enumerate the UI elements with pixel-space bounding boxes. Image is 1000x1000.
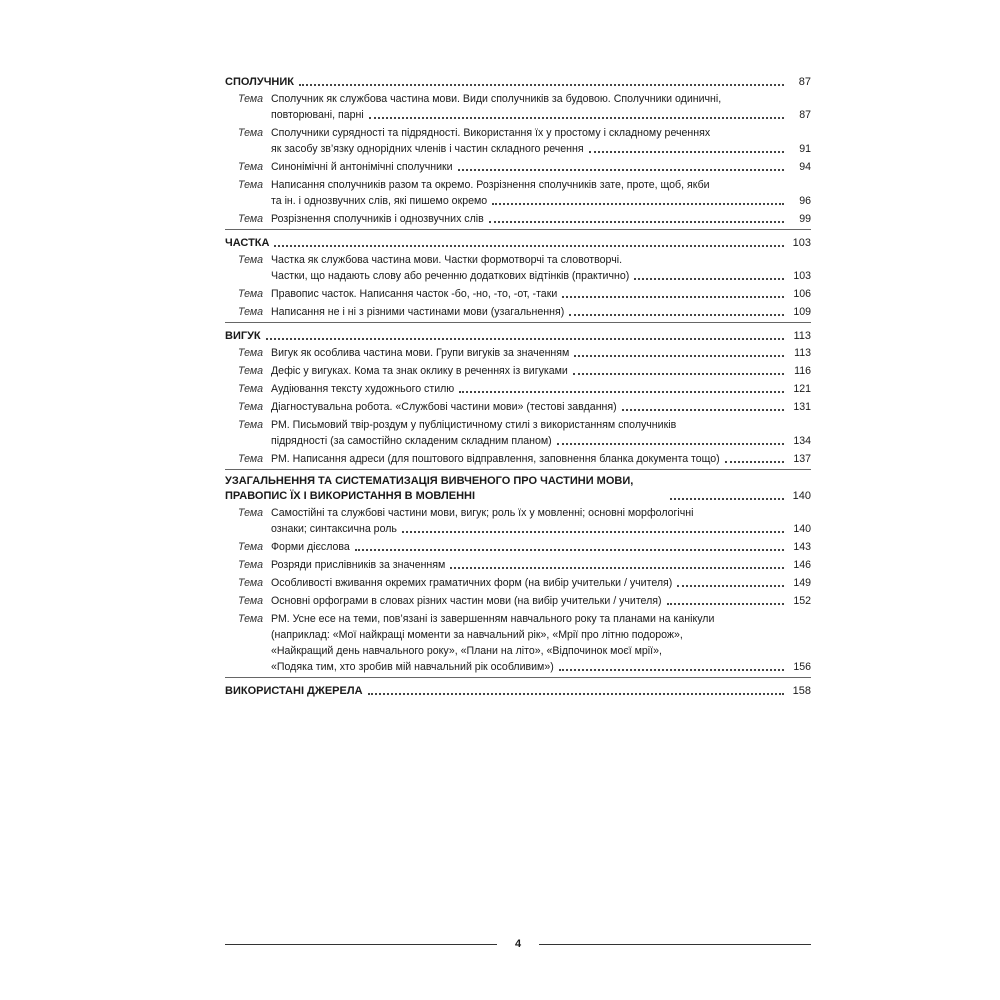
dot-leader — [355, 549, 784, 551]
toc-entry[interactable] — [225, 363, 811, 379]
entry-line — [271, 399, 811, 415]
entry-text: підрядності (за самостійно складеним складним планом) — [271, 435, 552, 447]
dot-leader — [489, 221, 784, 223]
entry-line — [271, 505, 811, 521]
toc-entry[interactable] — [225, 286, 811, 302]
entry-body — [271, 505, 811, 537]
section-title: УЗАГАЛЬНЕННЯ ТА СИСТЕМАТИЗАЦІЯ ВИВЧЕНОГО ПРО ЧАСТИНИ МОВИ, ПРАВОПИС ЇХ І ВИКОРИСТАННЯ В МОВЛЕННІ — [225, 475, 634, 502]
dot-leader — [573, 373, 784, 375]
entry-text: та ін. і однозвучних слів, які пишемо окремо — [271, 195, 488, 207]
entry-label: Тема — [237, 559, 263, 571]
page-footer — [225, 938, 811, 950]
entry-text: Частки, що надають слову або реченню додаткових відтінків (практично) — [271, 270, 630, 282]
section-page: 87 — [798, 76, 811, 88]
entry-line — [271, 659, 811, 675]
entry-text: Сполучник як службова частина мови. Види сполучників за будовою. Сполучники одиничні, — [271, 93, 722, 105]
entry-page: 87 — [799, 109, 811, 121]
entry-line — [271, 91, 811, 107]
dot-leader — [562, 296, 784, 298]
entry-text: «Найкращий день навчального року», «Плани на літо», «Відпочинок моєї мрії», — [271, 645, 662, 657]
entry-label: Тема — [237, 419, 263, 431]
entry-line — [271, 345, 811, 361]
entry-body — [271, 304, 811, 320]
entry-text: як засобу зв’язку однорідних членів і частин складного речення — [271, 143, 584, 155]
toc-entry[interactable] — [225, 611, 811, 675]
dot-leader — [557, 443, 784, 445]
dot-leader — [622, 409, 784, 411]
section-title: ВИКОРИСТАНІ ДЖЕРЕЛА — [225, 685, 363, 697]
section-heading[interactable] — [225, 69, 811, 90]
section-heading[interactable] — [225, 229, 811, 251]
dot-leader — [458, 169, 784, 171]
dot-leader — [459, 391, 784, 393]
entry-line — [271, 286, 811, 302]
entry-line — [271, 211, 811, 227]
entry-body — [271, 345, 811, 361]
dot-leader — [402, 531, 784, 533]
section-title: ЧАСТКА — [225, 237, 270, 249]
entry-label: Тема — [237, 453, 263, 465]
table-of-contents — [225, 69, 811, 699]
entry-line — [271, 363, 811, 379]
dot-leader — [569, 314, 784, 316]
entry-page: 137 — [793, 453, 811, 465]
entry-text: РМ. Письмовий твір-роздум у публіцистичному стилі з використанням сполучників — [271, 419, 677, 431]
entry-line — [271, 252, 811, 268]
toc-entry[interactable] — [225, 451, 811, 467]
entry-text: (наприклад: «Мої найкращі моменти за навчальний рік», «Мрії про літню подорож», — [271, 629, 683, 641]
entry-label: Тема — [237, 401, 263, 413]
entry-page: 91 — [799, 143, 811, 155]
entry-line — [271, 268, 811, 284]
entry-text: «Подяка тим, хто зробив мій навчальний рік особливим») — [271, 661, 554, 673]
entry-page: 113 — [794, 347, 811, 359]
entry-text: Самостійні та службові частини мови, вигук; роль їх у мовленні; основні морфологічні — [271, 507, 694, 519]
entry-text: Написання сполучників разом та окремо. Розрізнення сполучників зате, проте, щоб, якби — [271, 179, 710, 191]
entry-text: Діагностувальна робота. «Службові частини мови» (тестові завдання) — [271, 401, 617, 413]
toc-entry[interactable] — [225, 593, 811, 609]
entry-label: Тема — [237, 161, 263, 173]
entry-body — [271, 539, 811, 555]
entry-line — [271, 593, 811, 609]
entry-line — [271, 107, 811, 123]
entry-line — [271, 627, 811, 643]
dot-leader — [725, 461, 784, 463]
footer-rule-right — [539, 944, 811, 945]
entry-line — [271, 643, 811, 659]
entry-text: РМ. Написання адреси (для поштового відправлення, заповнення бланка документа тощо) — [271, 453, 720, 465]
entry-line — [271, 159, 811, 175]
section-title: ВИГУК — [225, 330, 261, 342]
dot-leader — [589, 151, 784, 153]
entry-text: Форми дієслова — [271, 541, 350, 553]
entry-body — [271, 91, 811, 123]
dot-leader — [492, 203, 784, 205]
entry-page: 152 — [793, 595, 811, 607]
entry-page: 134 — [793, 435, 811, 447]
section-title: СПОЛУЧНИК — [225, 76, 294, 88]
toc-entry[interactable] — [225, 211, 811, 227]
entry-page: 103 — [793, 270, 811, 282]
entry-body — [271, 611, 811, 675]
entry-text: Дефіс у вигуках. Кома та знак оклику в реченнях із вигуками — [271, 365, 568, 377]
entry-line — [271, 193, 811, 209]
page-number: 4 — [514, 938, 522, 950]
entry-label: Тема — [237, 179, 263, 191]
entry-label: Тема — [237, 365, 263, 377]
entry-text: ознаки; синтаксична роль — [271, 523, 397, 535]
entry-label: Тема — [237, 613, 263, 625]
entry-body — [271, 575, 811, 591]
entry-body — [271, 399, 811, 415]
entry-label: Тема — [237, 288, 263, 300]
entry-line — [271, 125, 811, 141]
entry-line — [271, 304, 811, 320]
entry-label: Тема — [237, 254, 263, 266]
toc-entry[interactable] — [225, 575, 811, 591]
entry-text: Розряди прислівників за значенням — [271, 559, 446, 571]
entry-line — [271, 417, 811, 433]
entry-label: Тема — [237, 213, 263, 225]
entry-line — [271, 611, 811, 627]
entry-line — [271, 141, 811, 157]
dot-leader — [670, 498, 784, 500]
section-page: 103 — [792, 237, 811, 249]
entry-text: Вигук як особлива частина мови. Групи вигуків за значенням — [271, 347, 570, 359]
entry-line — [271, 557, 811, 573]
entry-text: Написання не і ні з різними частинами мови (узагальнення) — [271, 306, 565, 318]
entry-text: Основні орфограми в словах різних частин мови (на вибір учительки / учителя) — [271, 595, 662, 607]
entry-page: 116 — [794, 365, 811, 377]
entry-page: 143 — [793, 541, 811, 553]
entry-label: Тема — [237, 347, 263, 359]
entry-body — [271, 451, 811, 467]
entry-text: Розрізнення сполучників і однозвучних слів — [271, 213, 484, 225]
entry-label: Тема — [237, 577, 263, 589]
entry-line — [271, 521, 811, 537]
entry-body — [271, 177, 811, 209]
entry-label: Тема — [237, 383, 263, 395]
toc-entry[interactable] — [225, 252, 811, 284]
dot-leader — [274, 245, 784, 247]
dot-leader — [369, 117, 784, 119]
entry-label: Тема — [237, 595, 263, 607]
entry-label: Тема — [237, 306, 263, 318]
section-page: 140 — [792, 490, 811, 502]
entry-page: 106 — [793, 288, 811, 300]
toc-entry[interactable] — [225, 345, 811, 361]
entry-label: Тема — [237, 541, 263, 553]
entry-text: Сполучники сурядності та підрядності. Використання їх у простому і складному реченнях — [271, 127, 711, 139]
section-page: 158 — [792, 685, 811, 697]
entry-page: 109 — [793, 306, 811, 318]
dot-leader — [667, 603, 784, 605]
dot-leader — [559, 669, 784, 671]
toc-entry[interactable] — [225, 417, 811, 449]
entry-body — [271, 381, 811, 397]
entry-page: 96 — [799, 195, 811, 207]
section-page: 113 — [793, 330, 811, 342]
entry-line — [271, 451, 811, 467]
entry-page: 156 — [793, 661, 811, 673]
entry-text: Аудіювання тексту художнього стилю — [271, 383, 455, 395]
entry-body — [271, 557, 811, 573]
entry-text: РМ. Усне есе на теми, пов’язані із завершенням навчального року та планами на канікули — [271, 613, 715, 625]
entry-text: Синонімічні й антонімічні сполучники — [271, 161, 453, 173]
entry-body — [271, 363, 811, 379]
entry-label: Тема — [237, 507, 263, 519]
dot-leader — [634, 278, 784, 280]
dot-leader — [677, 585, 784, 587]
dot-leader — [574, 355, 784, 357]
entry-body — [271, 159, 811, 175]
dot-leader — [299, 84, 784, 86]
toc-entry[interactable] — [225, 91, 811, 123]
entry-page: 146 — [793, 559, 811, 571]
entry-page: 131 — [793, 401, 811, 413]
entry-text: Правопис часток. Написання часток -бо, -но, -то, -от, -таки — [271, 288, 558, 300]
toc-entry[interactable] — [225, 159, 811, 175]
entry-page: 94 — [799, 161, 811, 173]
toc-entry[interactable] — [225, 125, 811, 157]
entry-body — [271, 211, 811, 227]
toc-entry[interactable] — [225, 505, 811, 537]
section-heading[interactable] — [225, 322, 811, 344]
entry-page: 121 — [793, 383, 811, 395]
toc-entry[interactable] — [225, 304, 811, 320]
toc-entry[interactable] — [225, 557, 811, 573]
entry-page: 99 — [799, 213, 811, 225]
entry-line — [271, 381, 811, 397]
entry-page: 140 — [793, 523, 811, 535]
dot-leader — [368, 693, 784, 695]
entry-page: 149 — [793, 577, 811, 589]
entry-body — [271, 593, 811, 609]
entry-line — [271, 433, 811, 449]
toc-entry[interactable] — [225, 539, 811, 555]
entry-line — [271, 575, 811, 591]
footer-rule-left — [225, 944, 497, 945]
entry-line — [271, 539, 811, 555]
entry-body — [271, 252, 811, 284]
entry-text: повторювані, парні — [271, 109, 364, 121]
toc-entry[interactable] — [225, 177, 811, 209]
entry-body — [271, 125, 811, 157]
section-heading[interactable] — [225, 677, 811, 699]
entry-line — [271, 177, 811, 193]
section-heading[interactable] — [225, 469, 811, 504]
entry-text: Частка як службова частина мови. Частки формотворчі та словотворчі. — [271, 254, 623, 266]
dot-leader — [266, 338, 784, 340]
toc-entry[interactable] — [225, 381, 811, 397]
entry-label: Тема — [237, 93, 263, 105]
entry-text: Особливості вживання окремих граматичних форм (на вибір учительки / учителя) — [271, 577, 673, 589]
entry-body — [271, 417, 811, 449]
entry-label: Тема — [237, 127, 263, 139]
toc-entry[interactable] — [225, 399, 811, 415]
entry-body — [271, 286, 811, 302]
dot-leader — [450, 567, 784, 569]
